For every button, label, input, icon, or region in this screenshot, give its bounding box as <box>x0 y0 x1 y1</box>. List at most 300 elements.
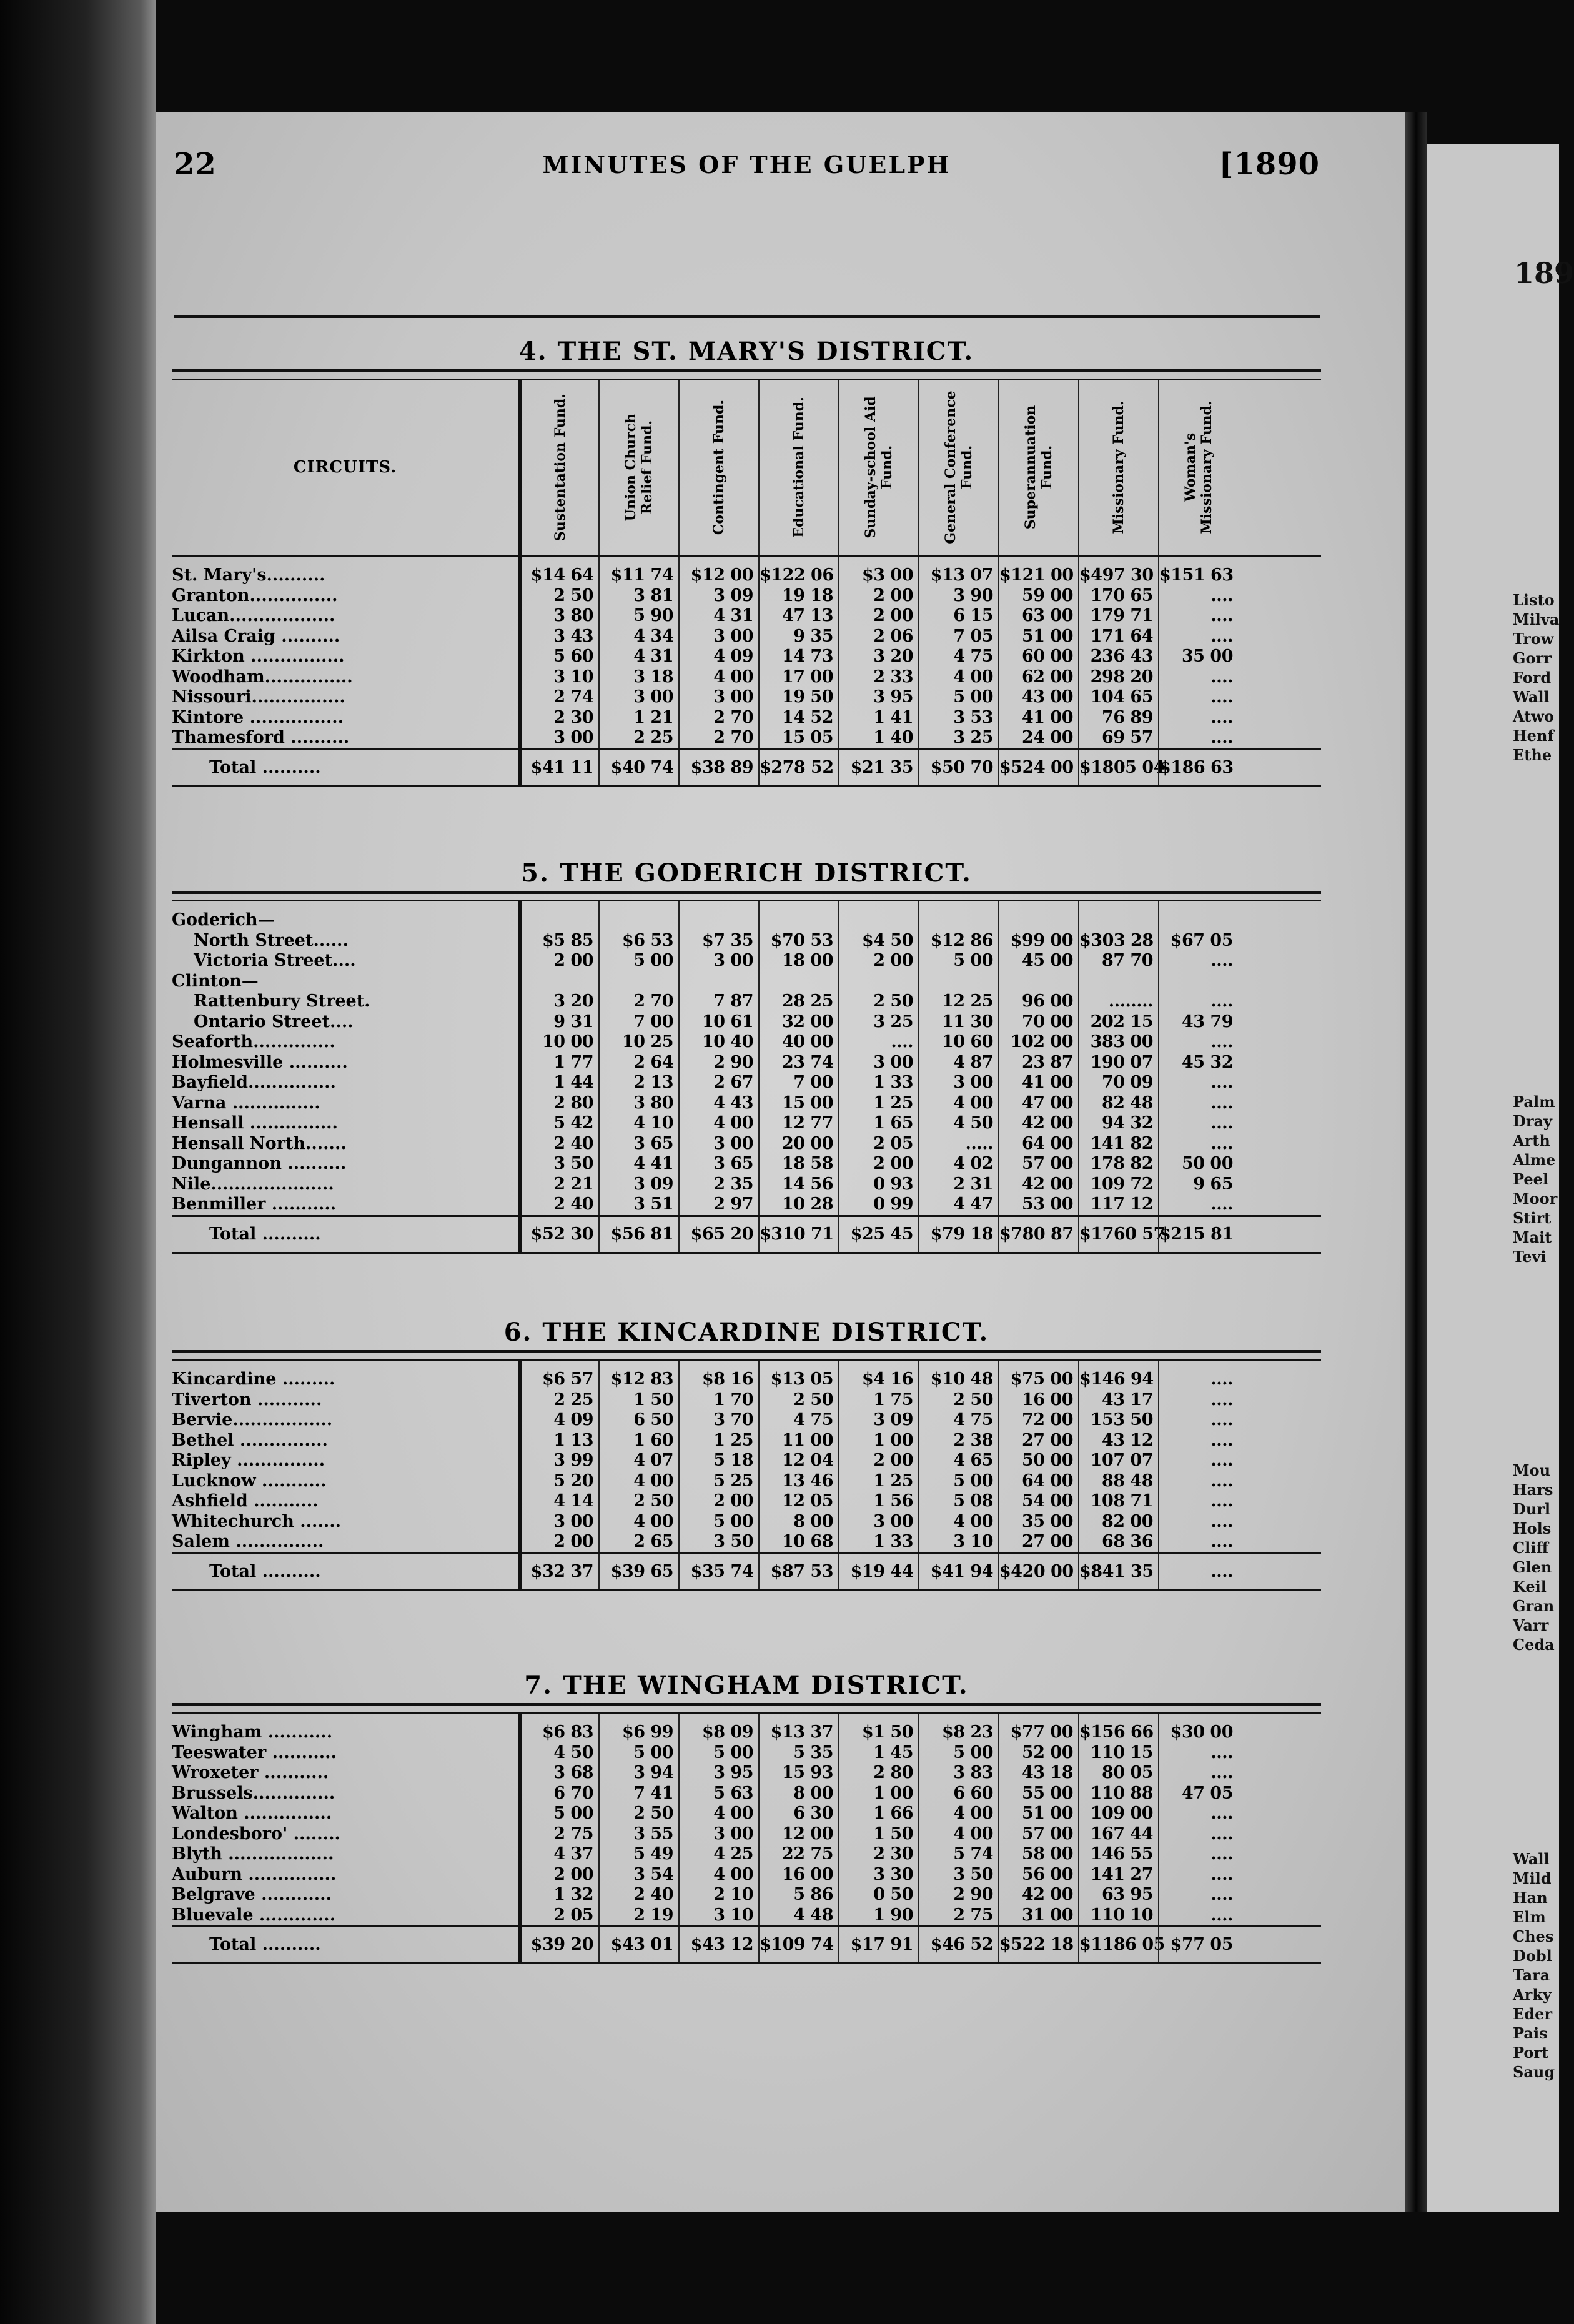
fund-amount-cell: .... <box>1158 1451 1238 1471</box>
fund-amount-cell: 3 43 <box>518 627 598 647</box>
fund-amount-cell: 5 00 <box>918 1743 998 1764</box>
fund-amount-cell: 4 14 <box>518 1491 598 1512</box>
district-bottom-rule <box>172 1589 1321 1591</box>
circuit-name: Lucan.................. <box>172 606 335 625</box>
fund-amount-cell: $6 57 <box>518 1369 598 1390</box>
circuit-row <box>172 606 1321 627</box>
fund-amount-cell: 1 32 <box>518 1885 598 1905</box>
fund-amount-cell: 5 42 <box>518 1113 598 1134</box>
fund-amount-cell: 1 33 <box>838 1532 918 1552</box>
fund-amount-cell: .... <box>1158 1491 1238 1512</box>
fund-amount-cell: .... <box>1158 1431 1238 1451</box>
circuit-name: Holmesville .......... <box>172 1052 348 1072</box>
spacer-cell <box>678 1714 758 1722</box>
fund-amount-cell <box>1078 910 1158 931</box>
spacer-row <box>172 1714 1321 1722</box>
fund-amount-cell <box>598 971 678 992</box>
fund-amount-cell: 4 41 <box>598 1154 678 1174</box>
circuit-row <box>172 1471 1321 1492</box>
facing-page-name: Alme <box>1513 1151 1556 1169</box>
fund-amount-cell: 1 56 <box>838 1491 918 1512</box>
fund-amount-cell: 2 00 <box>838 1154 918 1174</box>
spacer-cell <box>998 901 1078 910</box>
district-bottom-rule <box>172 785 1321 787</box>
fund-column-label: Superannuation Fund. <box>1022 405 1055 530</box>
total-amount-cell: $17 91 <box>838 1927 918 1962</box>
total-amount-cell: $19 44 <box>838 1554 918 1589</box>
facing-page-name: Durl <box>1513 1500 1551 1518</box>
book-spine-shadow <box>0 0 156 2324</box>
circuit-row <box>172 931 1321 951</box>
fund-amount-cell: 4 00 <box>678 1113 758 1134</box>
fund-amount-cell: 3 95 <box>678 1763 758 1784</box>
spacer-cell <box>758 1714 838 1722</box>
circuit-row <box>172 1784 1321 1804</box>
fund-amount-cell: 11 00 <box>758 1431 838 1451</box>
fund-amount-cell: 1 00 <box>838 1784 918 1804</box>
fund-amount-cell: 16 00 <box>998 1390 1078 1411</box>
fund-amount-cell: 5 00 <box>918 951 998 971</box>
fund-amount-cell: 3 00 <box>598 687 678 708</box>
fund-amount-cell: 2 10 <box>678 1885 758 1905</box>
fund-amount-cell: 19 50 <box>758 687 838 708</box>
fund-amount-cell: 5 00 <box>918 687 998 708</box>
fund-amount-cell: 3 00 <box>838 1512 918 1532</box>
fund-amount-cell: 6 30 <box>758 1804 838 1824</box>
total-amount-cell: $39 65 <box>598 1554 678 1589</box>
fund-amount-cell: 3 20 <box>518 991 598 1012</box>
fund-amount-cell: 50 00 <box>1158 1154 1238 1174</box>
fund-amount-cell: 2 31 <box>918 1174 998 1195</box>
fund-amount-cell: 4 31 <box>678 606 758 627</box>
fund-amount-cell: 5 25 <box>678 1471 758 1492</box>
fund-amount-cell: 23 87 <box>998 1053 1078 1073</box>
fund-amount-cell: $151 63 <box>1158 565 1238 586</box>
fund-amount-cell: 23 74 <box>758 1053 838 1073</box>
fund-amount-cell: $12 86 <box>918 931 998 951</box>
fund-amount-cell: 4 07 <box>598 1451 678 1471</box>
facing-page-name: Wall <box>1513 1850 1550 1868</box>
fund-amount-cell: 63 00 <box>998 606 1078 627</box>
fund-amount-cell: .... <box>1158 1885 1238 1905</box>
fund-column-header <box>678 380 758 555</box>
spacer-cell <box>918 557 998 565</box>
circuit-row <box>172 1194 1321 1215</box>
fund-amount-cell: 0 93 <box>838 1174 918 1195</box>
circuit-row <box>172 1532 1321 1552</box>
circuit-name: Victoria Street.... <box>194 951 356 970</box>
fund-amount-cell: 2 35 <box>678 1174 758 1195</box>
fund-amount-cell: .... <box>1158 606 1238 627</box>
fund-amount-cell: 1 41 <box>838 708 918 728</box>
fund-amount-cell: 3 10 <box>518 667 598 688</box>
circuit-name: Nissouri................ <box>172 687 345 707</box>
header-rule <box>174 315 1320 318</box>
fund-amount-cell: 3 65 <box>678 1154 758 1174</box>
fund-amount-cell: .... <box>1158 1410 1238 1431</box>
page-gutter <box>1405 112 1427 2212</box>
fund-amount-cell: .... <box>838 1032 918 1053</box>
fund-column-header <box>598 380 678 555</box>
fund-amount-cell: 47 13 <box>758 606 838 627</box>
fund-amount-cell: 2 40 <box>518 1194 598 1215</box>
fund-amount-cell: 7 41 <box>598 1784 678 1804</box>
facing-page-name: Palm <box>1513 1093 1555 1111</box>
fund-amount-cell: 5 20 <box>518 1471 598 1492</box>
fund-amount-cell: 43 17 <box>1078 1390 1158 1411</box>
fund-amount-cell: 2 05 <box>838 1134 918 1155</box>
circuit-row <box>172 1369 1321 1390</box>
fund-amount-cell: 10 00 <box>518 1032 598 1053</box>
facing-page-fragment <box>1427 144 1574 2212</box>
fund-amount-cell: 70 00 <box>998 1012 1078 1033</box>
fund-amount-cell: 15 05 <box>758 728 838 748</box>
district-title: 5. THE GODERICH DISTRICT. <box>521 858 972 888</box>
fund-amount-cell: 4 00 <box>918 1093 998 1114</box>
fund-amount-cell: 1 25 <box>678 1431 758 1451</box>
circuit-row <box>172 1763 1321 1784</box>
fund-amount-cell: 102 00 <box>998 1032 1078 1053</box>
fund-amount-cell: .... <box>1158 1844 1238 1865</box>
fund-amount-cell: 4 09 <box>518 1410 598 1431</box>
total-amount-cell: $21 35 <box>838 750 918 785</box>
circuit-name: Kintore ................ <box>172 707 344 727</box>
fund-amount-cell: 4 25 <box>678 1844 758 1865</box>
fund-amount-cell: .... <box>1158 1073 1238 1093</box>
fund-amount-cell: 42 00 <box>998 1174 1078 1195</box>
circuit-row <box>172 971 1321 992</box>
fund-amount-cell <box>838 910 918 931</box>
fund-amount-cell: 4 00 <box>598 1512 678 1532</box>
fund-amount-cell: $303 28 <box>1078 931 1158 951</box>
fund-amount-cell: .... <box>1158 586 1238 607</box>
fund-amount-cell: 2 70 <box>678 708 758 728</box>
circuits-header: CIRCUITS. <box>293 458 397 477</box>
spacer-cell <box>918 901 998 910</box>
fund-amount-cell: 8 00 <box>758 1512 838 1532</box>
facing-page-name: Cliff <box>1513 1539 1549 1557</box>
fund-amount-cell: 4 00 <box>918 1804 998 1824</box>
facing-page-name: Keil <box>1513 1577 1547 1596</box>
spacer-cell <box>678 901 758 910</box>
fund-amount-cell: 5 18 <box>678 1451 758 1471</box>
fund-amount-cell: 2 50 <box>918 1390 998 1411</box>
fund-amount-cell: 18 58 <box>758 1154 838 1174</box>
circuit-row <box>172 1431 1321 1451</box>
spacer-cell <box>838 901 918 910</box>
circuit-row <box>172 1390 1321 1411</box>
fund-amount-cell: 4 65 <box>918 1451 998 1471</box>
facing-page-name: Tevi <box>1513 1248 1547 1266</box>
fund-amount-cell: 1 50 <box>598 1390 678 1411</box>
circuit-name: Kirkton ................ <box>172 647 345 666</box>
fund-amount-cell: 3 10 <box>678 1905 758 1926</box>
fund-amount-cell: $8 09 <box>678 1722 758 1743</box>
fund-amount-cell: 1 25 <box>838 1471 918 1492</box>
fund-amount-cell: 1 90 <box>838 1905 918 1926</box>
fund-amount-cell: 3 25 <box>838 1012 918 1033</box>
spacer-cell <box>758 1361 838 1369</box>
spacer-cell <box>678 1361 758 1369</box>
circuit-name: Ashfield ........... <box>172 1491 319 1511</box>
fund-amount-cell <box>1078 971 1158 992</box>
fund-amount-cell: 1 44 <box>518 1073 598 1093</box>
fund-amount-cell: 1 65 <box>838 1113 918 1134</box>
fund-amount-cell: 7 00 <box>758 1073 838 1093</box>
circuit-row <box>172 586 1321 607</box>
district-bottom-rule <box>172 1962 1321 1964</box>
fund-amount-cell: 2 00 <box>838 951 918 971</box>
fund-amount-cell: 5 00 <box>678 1512 758 1532</box>
fund-amount-cell: 1 66 <box>838 1804 918 1824</box>
fund-amount-cell: 3 80 <box>518 606 598 627</box>
fund-amount-cell: 14 52 <box>758 708 838 728</box>
facing-page-name: Mou <box>1513 1461 1551 1479</box>
fund-amount-cell: $13 37 <box>758 1722 838 1743</box>
total-row <box>172 748 1321 785</box>
circuit-name: Belgrave ............ <box>172 1885 332 1904</box>
total-row <box>172 1552 1321 1589</box>
fund-amount-cell: $12 83 <box>598 1369 678 1390</box>
fund-amount-cell: 1 25 <box>838 1093 918 1114</box>
fund-amount-cell: .... <box>1158 627 1238 647</box>
fund-amount-cell: 153 50 <box>1078 1410 1158 1431</box>
circuit-row <box>172 708 1321 728</box>
fund-amount-cell: 3 53 <box>918 708 998 728</box>
fund-amount-cell: 2 30 <box>518 708 598 728</box>
facing-page-name: Mild <box>1513 1869 1552 1887</box>
fund-amount-cell: 1 75 <box>838 1390 918 1411</box>
facing-page-name: Listo <box>1513 591 1555 609</box>
fund-amount-cell: $8 16 <box>678 1369 758 1390</box>
fund-amount-cell: 2 90 <box>918 1885 998 1905</box>
fund-amount-cell: 41 00 <box>998 708 1078 728</box>
total-amount-cell: $1805 04 <box>1078 750 1158 785</box>
fund-amount-cell: 18 00 <box>758 951 838 971</box>
facing-page-name: Ches <box>1513 1927 1554 1945</box>
fund-amount-cell: $99 00 <box>998 931 1078 951</box>
fund-amount-cell: 54 00 <box>998 1491 1078 1512</box>
fund-amount-cell: 4 34 <box>598 627 678 647</box>
fund-amount-cell: 1 13 <box>518 1431 598 1451</box>
spacer-cell <box>1078 1714 1158 1722</box>
fund-amount-cell: 4 75 <box>918 647 998 667</box>
fund-amount-cell <box>918 971 998 992</box>
circuit-name: St. Mary's.......... <box>172 565 325 585</box>
fund-amount-cell: $14 64 <box>518 565 598 586</box>
fund-amount-cell: .... <box>1158 1134 1238 1155</box>
facing-page-name: Arth <box>1513 1131 1550 1150</box>
fund-amount-cell: 104 65 <box>1078 687 1158 708</box>
circuit-row <box>172 951 1321 971</box>
fund-amount-cell <box>598 910 678 931</box>
fund-column-header <box>1158 380 1238 555</box>
circuit-row <box>172 1743 1321 1764</box>
fund-amount-cell: 4 31 <box>598 647 678 667</box>
circuit-row <box>172 1905 1321 1926</box>
total-amount-cell: $56 81 <box>598 1217 678 1252</box>
fund-amount-cell: 59 00 <box>998 586 1078 607</box>
facing-page-name: Pais <box>1513 2024 1548 2042</box>
fund-amount-cell: .... <box>1158 728 1238 748</box>
fund-amount-cell: 3 51 <box>598 1194 678 1215</box>
spacer-cell <box>758 557 838 565</box>
fund-amount-cell: 2 50 <box>838 991 918 1012</box>
fund-amount-cell: 62 00 <box>998 667 1078 688</box>
total-amount-cell: $524 00 <box>998 750 1078 785</box>
fund-amount-cell: 15 93 <box>758 1763 838 1784</box>
fund-column-header <box>998 380 1078 555</box>
fund-amount-cell: 2 00 <box>838 1451 918 1471</box>
fund-amount-cell: 2 70 <box>678 728 758 748</box>
fund-amount-cell: 3 30 <box>838 1865 918 1885</box>
fund-amount-cell: 2 50 <box>758 1390 838 1411</box>
fund-amount-cell: 2 67 <box>678 1073 758 1093</box>
circuit-name: Londesboro' ........ <box>172 1824 340 1844</box>
facing-names-block-4 <box>1507 1849 1555 2082</box>
spacer-cell <box>1158 1714 1238 1722</box>
circuit-row <box>172 1491 1321 1512</box>
fund-amount-cell: 2 75 <box>918 1905 998 1926</box>
district-title: 7. THE WINGHAM DISTRICT. <box>524 1671 969 1700</box>
fund-amount-cell: 190 07 <box>1078 1053 1158 1073</box>
fund-amount-cell: ..... <box>918 1134 998 1155</box>
fund-amount-cell: $75 00 <box>998 1369 1078 1390</box>
fund-amount-cell: $13 05 <box>758 1369 838 1390</box>
circuit-name: Blyth .................. <box>172 1844 334 1864</box>
fund-amount-cell: $4 16 <box>838 1369 918 1390</box>
facing-page-name: Hols <box>1513 1519 1552 1537</box>
fund-amount-cell: 1 50 <box>838 1824 918 1845</box>
circuit-row <box>172 627 1321 647</box>
total-amount-cell: $780 87 <box>998 1217 1078 1252</box>
fund-amount-cell <box>1158 971 1238 992</box>
total-label: Total .......... <box>209 757 321 777</box>
circuit-row <box>172 1113 1321 1134</box>
fund-amount-cell: 4 02 <box>918 1154 998 1174</box>
circuit-row <box>172 1032 1321 1053</box>
fund-amount-cell: 2 06 <box>838 627 918 647</box>
fund-amount-cell: 0 50 <box>838 1885 918 1905</box>
circuit-name: Ailsa Craig .......... <box>172 626 340 646</box>
fund-amount-cell <box>518 910 598 931</box>
total-amount-cell: $79 18 <box>918 1217 998 1252</box>
fund-amount-cell: .... <box>1158 1113 1238 1134</box>
fund-amount-cell: $7 35 <box>678 931 758 951</box>
circuit-name: Auburn ............... <box>172 1864 337 1884</box>
fund-amount-cell: 7 87 <box>678 991 758 1012</box>
spacer-cell <box>518 901 598 910</box>
fund-amount-cell: 3 25 <box>918 728 998 748</box>
fund-amount-cell: 57 00 <box>998 1154 1078 1174</box>
spacer-name <box>172 901 518 910</box>
facing-page-name: Henf <box>1513 727 1554 745</box>
fund-amount-cell: .... <box>1158 1905 1238 1926</box>
spacer-cell <box>1158 557 1238 565</box>
spacer-cell <box>598 557 678 565</box>
fund-column-header <box>1078 380 1158 555</box>
fund-amount-cell: $11 74 <box>598 565 678 586</box>
fund-column-header <box>918 380 998 555</box>
fund-amount-cell: 3 00 <box>678 1824 758 1845</box>
facing-page-name: Elm <box>1513 1908 1546 1926</box>
fund-amount-cell: 1 21 <box>598 708 678 728</box>
fund-amount-cell: $12 00 <box>678 565 758 586</box>
facing-names-block-2 <box>1507 1092 1557 1266</box>
total-amount-cell: $109 74 <box>758 1927 838 1962</box>
spacer-cell <box>598 1714 678 1722</box>
fund-amount-cell: 80 05 <box>1078 1763 1158 1784</box>
fund-amount-cell: 0 99 <box>838 1194 918 1215</box>
page-number: 22 <box>174 147 217 182</box>
circuit-row <box>172 1012 1321 1033</box>
circuit-row <box>172 1154 1321 1174</box>
fund-amount-cell: 2 50 <box>518 586 598 607</box>
fund-amount-cell: 3 00 <box>838 1053 918 1073</box>
district-section <box>172 1668 1321 1964</box>
fund-amount-cell: 141 82 <box>1078 1134 1158 1155</box>
fund-amount-cell: 42 00 <box>998 1113 1078 1134</box>
circuit-name: Hensall ............... <box>172 1113 338 1133</box>
fund-amount-cell: 68 36 <box>1078 1532 1158 1552</box>
fund-amount-cell: 3 54 <box>598 1865 678 1885</box>
total-amount-cell: $310 71 <box>758 1217 838 1252</box>
fund-amount-cell: 3 50 <box>518 1154 598 1174</box>
fund-amount-cell: 3 18 <box>598 667 678 688</box>
fund-amount-cell: 3 94 <box>598 1763 678 1784</box>
fund-amount-cell: .... <box>1158 991 1238 1012</box>
fund-amount-cell: 5 00 <box>518 1804 598 1824</box>
fund-amount-cell: 22 75 <box>758 1844 838 1865</box>
fund-amount-cell: 4 00 <box>918 1824 998 1845</box>
total-amount-cell: $841 35 <box>1078 1554 1158 1589</box>
facing-page-number: 189 <box>1514 256 1574 290</box>
spacer-cell <box>918 1361 998 1369</box>
fund-column-label: Sustentation Fund. <box>552 394 568 541</box>
circuit-row <box>172 1804 1321 1824</box>
district-top-rule <box>172 1703 1321 1714</box>
fund-amount-cell: 5 49 <box>598 1844 678 1865</box>
fund-amount-cell: $30 00 <box>1158 1722 1238 1743</box>
fund-amount-cell: 3 90 <box>918 586 998 607</box>
fund-amount-cell: 8 00 <box>758 1784 838 1804</box>
fund-amount-cell: 50 00 <box>998 1451 1078 1471</box>
total-amount-cell: $186 63 <box>1158 750 1238 785</box>
fund-amount-cell: 146 55 <box>1078 1844 1158 1865</box>
fund-column-label: Educational Fund. <box>791 397 807 538</box>
fund-amount-cell: 51 00 <box>998 627 1078 647</box>
fund-amount-cell: 3 68 <box>518 1763 598 1784</box>
fund-amount-cell: 51 00 <box>998 1804 1078 1824</box>
fund-amount-cell: .... <box>1158 687 1238 708</box>
fund-amount-cell <box>678 910 758 931</box>
fund-amount-cell: 9 31 <box>518 1012 598 1033</box>
fund-amount-cell: 5 00 <box>598 1743 678 1764</box>
circuit-row <box>172 991 1321 1012</box>
fund-amount-cell: 41 00 <box>998 1073 1078 1093</box>
fund-amount-cell: 2 90 <box>678 1053 758 1073</box>
fund-amount-cell: 4 43 <box>678 1093 758 1114</box>
spacer-row <box>172 557 1321 565</box>
fund-amount-cell: 12 04 <box>758 1451 838 1471</box>
spacer-cell <box>1078 901 1158 910</box>
fund-amount-cell: 2 25 <box>518 1390 598 1411</box>
fund-amount-cell: 6 15 <box>918 606 998 627</box>
spacer-name <box>172 1714 518 1722</box>
fund-amount-cell: 179 71 <box>1078 606 1158 627</box>
district-section <box>172 334 1321 787</box>
fund-amount-cell: 2 00 <box>838 586 918 607</box>
